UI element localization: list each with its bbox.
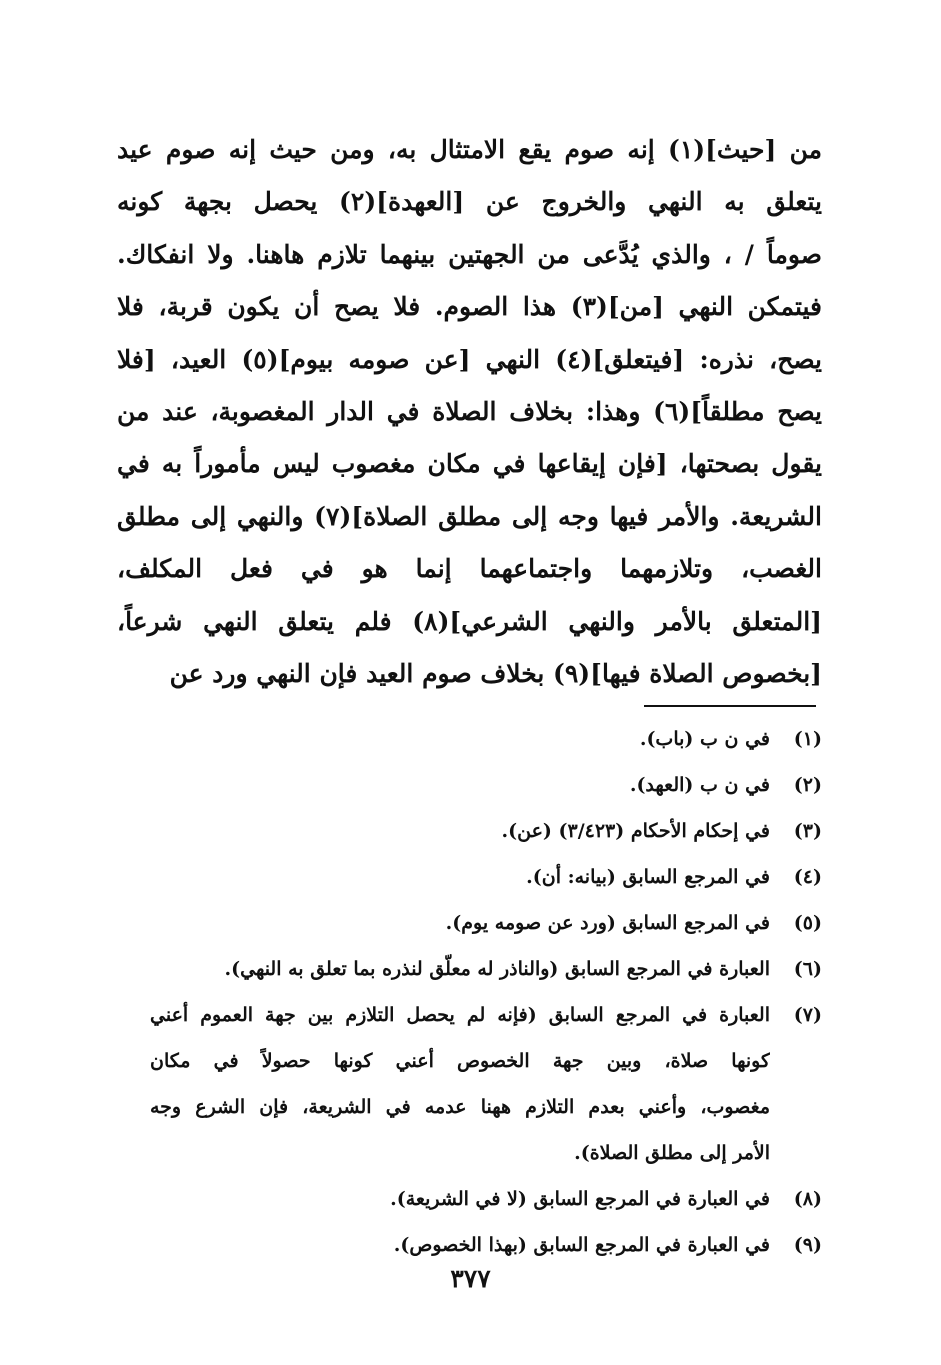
footnote-number: (١) — [793, 728, 822, 750]
main-text-line: [بخصوص الصلاة فيها](٩) بخلاف صوم العيد فإن النهي ورد عن — [169, 658, 822, 688]
footnote-text: في العبارة في المرجع السابق (بهذا الخصوص). — [393, 1234, 770, 1256]
main-text-line: يتعلق به النهي والخروج عن [العهدة](٢) يحصل بجهة كونه — [117, 187, 822, 217]
main-text-line: يقول بصحتها، [فإن إيقاعها في مكان مغصوب ليس مأموراً به في — [117, 449, 822, 479]
main-text-line: يصح، نذره: [فيتعلق](٤) النهي [عن صومه بيوم](٥) العيد، [فلا — [117, 344, 822, 374]
footnote-separator — [644, 705, 816, 707]
footnote — [150, 946, 822, 992]
footnote-text: كونها صلاة، وبين جهة الخصوص أعني كونها حصولاً في مكان — [150, 1050, 770, 1072]
footnote — [150, 1176, 822, 1222]
footnote — [150, 716, 822, 762]
footnote — [150, 762, 822, 808]
footnote-text: في العبارة في المرجع السابق (لا في الشريعة). — [390, 1188, 770, 1210]
main-text-line: صوماً / ، والذي يُدَّعى من الجهتين بينهما تلازم هاهنا. ولا انفكاك. — [117, 239, 822, 269]
footnote — [150, 854, 822, 900]
footnote-text: العبارة في المرجع السابق (والناذر له معلّق لنذره بما تعلق به النهي). — [224, 958, 770, 980]
footnote-number: (٥) — [793, 912, 822, 934]
footnote-number: (٩) — [793, 1234, 822, 1256]
main-text-line: الشريعة. والأمر فيها وجه إلى مطلق الصلاة](٧) والنهي إلى مطلق — [117, 501, 822, 531]
footnote-text: في إحكام الأحكام (٣/٤٢٣) (عن). — [501, 820, 770, 842]
main-text-line: الغصب، وتلازمهما واجتماعهما إنما هو في فعل المكلف، — [117, 554, 822, 584]
footnote-number: (٤) — [793, 866, 822, 888]
footnote-text: في ن ب (باب). — [639, 728, 770, 750]
footnote-text: في المرجع السابق (ورد عن صومه يوم). — [445, 912, 770, 934]
footnote — [150, 808, 822, 854]
footnote-text: العبارة في المرجع السابق (فإنه لم يحصل التلازم بين جهة العموم أعني — [150, 1004, 770, 1026]
footnote-text: في المرجع السابق (بيانه: أن). — [526, 866, 770, 888]
main-text-line: من [حيث](١) إنه صوم يقع الامتثال به، ومن حيث إنه صوم عيد — [117, 135, 822, 164]
main-text-block — [117, 124, 822, 700]
footnote — [150, 992, 822, 1176]
footnote-number: (٧) — [793, 1004, 822, 1026]
footnote-number: (٨) — [793, 1188, 822, 1210]
footnote — [150, 900, 822, 946]
footnote-number: (٦) — [793, 958, 822, 980]
footnotes — [150, 716, 822, 1268]
footnote-text: في ن ب (العهد). — [629, 774, 770, 796]
footnote-number: (٣) — [793, 820, 822, 842]
footnote-text: الأمر إلى مطلق الصلاة). — [574, 1142, 770, 1164]
footnote-number: (٢) — [793, 774, 822, 796]
footnote-text: مغصوب، وأعني بعدم التلازم ههنا عدمه في الشريعة، فإن الشرع وجه — [150, 1096, 770, 1118]
main-text-line: [المتعلق بالأمر والنهي الشرعي](٨) فلم يتعلق النهي شرعاً، — [117, 606, 822, 636]
page-number: ٣٧٧ — [450, 1264, 491, 1293]
footnote — [150, 1222, 822, 1268]
main-text-line: يصح مطلقاً](٦) وهذا: بخلاف الصلاة في الدار المغصوبة، عند من — [117, 396, 822, 426]
main-text-line: فيتمكن النهي [من](٣) هذا الصوم. فلا يصح أن يكون قربة، فلا — [117, 292, 822, 322]
